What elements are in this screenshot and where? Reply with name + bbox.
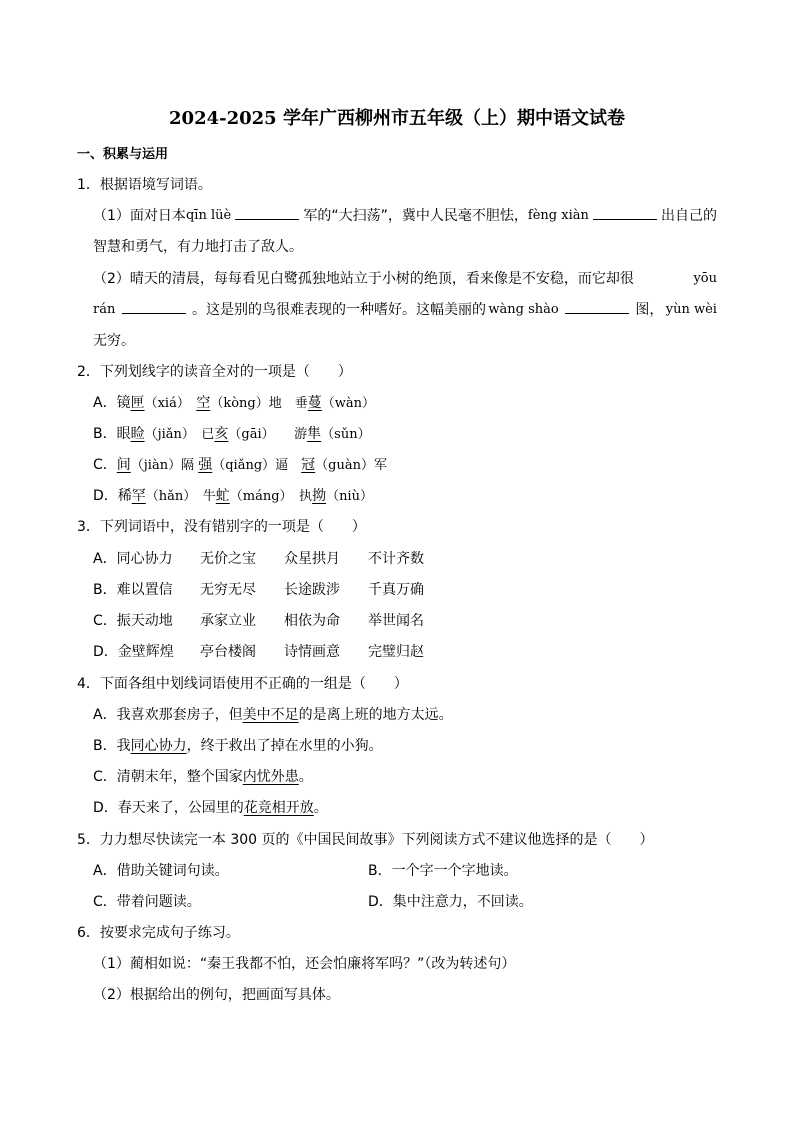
q3-d-word-2: 亭台楼阁 [200, 644, 256, 660]
q1-part1-text-c: 出自己的 [660, 208, 717, 224]
q3-d-word-4: 完璧归赵 [368, 644, 424, 660]
q1-part2-text-b: 。这是别的鸟很难表现的一种嗜好。这幅美丽的 [192, 302, 487, 318]
q5-option-c[interactable]: C．带着问题读。 [93, 894, 201, 910]
q4-c-text-1: C．清朝末年，整个国家 [93, 769, 243, 785]
q4-a-underlined: 美中不足 [242, 707, 299, 723]
q1-part1-pinyin-2: fèng xiàn [527, 208, 589, 223]
q2-c-text-2: （jiàn）隔 [130, 458, 199, 473]
q5-option-d[interactable]: D．集中注意力，不回读。 [368, 894, 533, 910]
q2-a-underlined-3: 蔓 [307, 395, 322, 411]
q2-option-b[interactable] [93, 425, 371, 444]
q5-option-a[interactable]: A．借助关键词句读。 [93, 863, 229, 879]
q1-part2-line2 [93, 301, 717, 319]
q2-c-underlined-1: 间 [116, 457, 131, 473]
q3-b-word-2: 无穷无尽 [200, 582, 256, 598]
q4-a-text-2: 的是离上班的地方太远。 [298, 707, 453, 723]
q1-part2-text-c: 图， [635, 302, 664, 318]
q4-b-underlined: 同心协力 [130, 738, 187, 754]
q2-b-underlined-1: 睑 [130, 426, 145, 442]
q3-d-word-1: D．金壁辉煌 [93, 644, 174, 660]
q4-d-underlined: 花竞相开放 [243, 800, 314, 816]
q2-b-text-4: （sǔn） [321, 427, 371, 442]
q2-c-text-1: C． [93, 457, 117, 473]
q2-d-text-4: （niù） [326, 489, 373, 504]
q2-b-text-3: （gāi） 游 [228, 427, 308, 442]
q3-c-word-3: 相依为命 [284, 613, 340, 629]
q2-c-underlined-2: 强 [198, 457, 213, 473]
q4-d-text-1: D．春天来了，公园里的 [93, 800, 244, 816]
q2-b-text-1: B．眼 [93, 426, 131, 442]
exam-title: 2024-2025 学年广西柳州市五年级（上）期中语文试卷 [169, 108, 625, 129]
q3-c-word-2: 承家立业 [200, 613, 256, 629]
q3-stem: 3．下列词语中，没有错别字的一项是（ ） [77, 519, 366, 535]
q1-part1-blank-2[interactable] [593, 207, 657, 220]
q3-a-word-1: A．同心协力 [93, 551, 173, 567]
q2-a-underlined-2: 空 [196, 395, 211, 411]
q3-a-word-4: 不计齐数 [368, 551, 424, 567]
q3-b-word-3: 长途跋涉 [284, 582, 340, 598]
q4-c-text-2: 。 [298, 769, 313, 785]
q2-d-underlined-1: 罕 [131, 488, 146, 504]
q1-stem: 1．根据语境写词语。 [77, 177, 212, 193]
q2-c-text-3: （qiǎng）逼 [212, 458, 302, 473]
q2-c-underlined-3: 冠 [301, 457, 316, 473]
q1-part2-pinyin-3: yùn wèi [665, 302, 717, 317]
q3-a-word-3: 众星拱月 [284, 551, 340, 567]
q3-d-word-3: 诗情画意 [284, 644, 340, 660]
q1-part1-text-b: 军的“大扫荡”，冀中人民毫不胆怯， [303, 208, 528, 224]
q4-stem: 4．下面各组中划线词语使用不正确的一组是（ ） [77, 676, 408, 692]
q2-a-text-4: （wàn） [321, 396, 375, 411]
q2-b-underlined-3: 隼 [307, 426, 322, 442]
q4-d-text-2: 。 [313, 800, 328, 816]
section-heading: 一、积累与运用 [77, 147, 169, 162]
q3-b-word-4: 千真万确 [368, 582, 424, 598]
q2-a-underlined-1: 匣 [130, 395, 145, 411]
q4-option-d[interactable] [93, 799, 328, 817]
q4-c-underlined: 内忧外患 [242, 769, 299, 785]
q3-c-word-4: 举世闻名 [368, 613, 424, 629]
q2-a-text-3: （kòng）地 垂 [210, 396, 308, 411]
q6-stem: 6．按要求完成句子练习。 [77, 925, 240, 941]
q5-option-b[interactable]: B．一个字一个字地读。 [368, 863, 518, 879]
q2-d-underlined-2: 虻 [215, 488, 230, 504]
q2-d-underlined-3: 拗 [312, 488, 327, 504]
q4-option-a[interactable] [93, 706, 453, 724]
q2-b-text-2: （jiǎn） 已 [144, 427, 215, 442]
q1-part1-line1 [93, 207, 717, 225]
q2-d-text-3: （máng） 执 [229, 489, 313, 504]
q4-b-text-1: B．我 [93, 738, 131, 754]
q2-d-text-1: D．稀 [93, 488, 132, 504]
q6-part1: （1）蔺相如说：“秦王我都不怕，还会怕廉将军吗？”（改为转述句） [93, 956, 516, 972]
q1-part1-pinyin-1: qīn lüè [185, 208, 232, 223]
q2-c-text-4: （guàn）军 [315, 458, 387, 473]
q2-option-c[interactable] [93, 456, 387, 475]
q1-part2-line3: 无穷。 [93, 333, 135, 349]
q1-part2-blank-2[interactable] [565, 301, 629, 314]
q1-part1-line2: 智慧和勇气，有力地打击了敌人。 [93, 239, 303, 255]
q1-part2-pinyin-2: wàng shào [488, 302, 559, 317]
q1-part2-text-a: （2）晴天的清晨，每每看见白鹭孤独地站立于小树的绝顶，看来像是不安稳，而它却很 [93, 271, 634, 287]
q2-option-d[interactable] [93, 487, 373, 506]
q1-part2-pinyin-1a: yōu [693, 271, 717, 286]
q2-stem: 2．下列划线字的读音全对的一项是（ ） [77, 364, 352, 380]
q4-option-b[interactable] [93, 737, 383, 755]
q2-a-text-1: A．镜 [93, 395, 131, 411]
q2-a-text-2: （xiá） [144, 396, 197, 411]
q1-part1-text-a: （1）面对日本 [93, 208, 186, 224]
q2-d-text-2: （hǎn） 牛 [145, 489, 216, 504]
q4-b-text-2: ，终于救出了掉在水里的小狗。 [186, 738, 383, 754]
q2-b-underlined-2: 亥 [214, 426, 229, 442]
q4-option-c[interactable] [93, 768, 313, 786]
q3-a-word-2: 无价之宝 [200, 551, 256, 567]
q1-part1-blank-1[interactable] [235, 207, 299, 220]
q4-a-text-1: A．我喜欢那套房子，但 [93, 707, 243, 723]
q1-part2-line1 [93, 270, 717, 288]
q3-b-word-1: B．难以置信 [93, 582, 173, 598]
q3-c-word-1: C．振天动地 [93, 613, 173, 629]
q1-part2-pinyin-1b: rán [93, 302, 116, 317]
q6-part2: （2）根据给出的例句，把画面写具体。 [93, 987, 340, 1003]
q1-part2-blank-1[interactable] [122, 301, 186, 314]
q2-option-a[interactable] [93, 394, 375, 413]
q5-stem: 5．力力想尽快读完一本 300 页的《中国民间故事》下列阅读方式不建议他选择的是（ ） [77, 832, 654, 848]
